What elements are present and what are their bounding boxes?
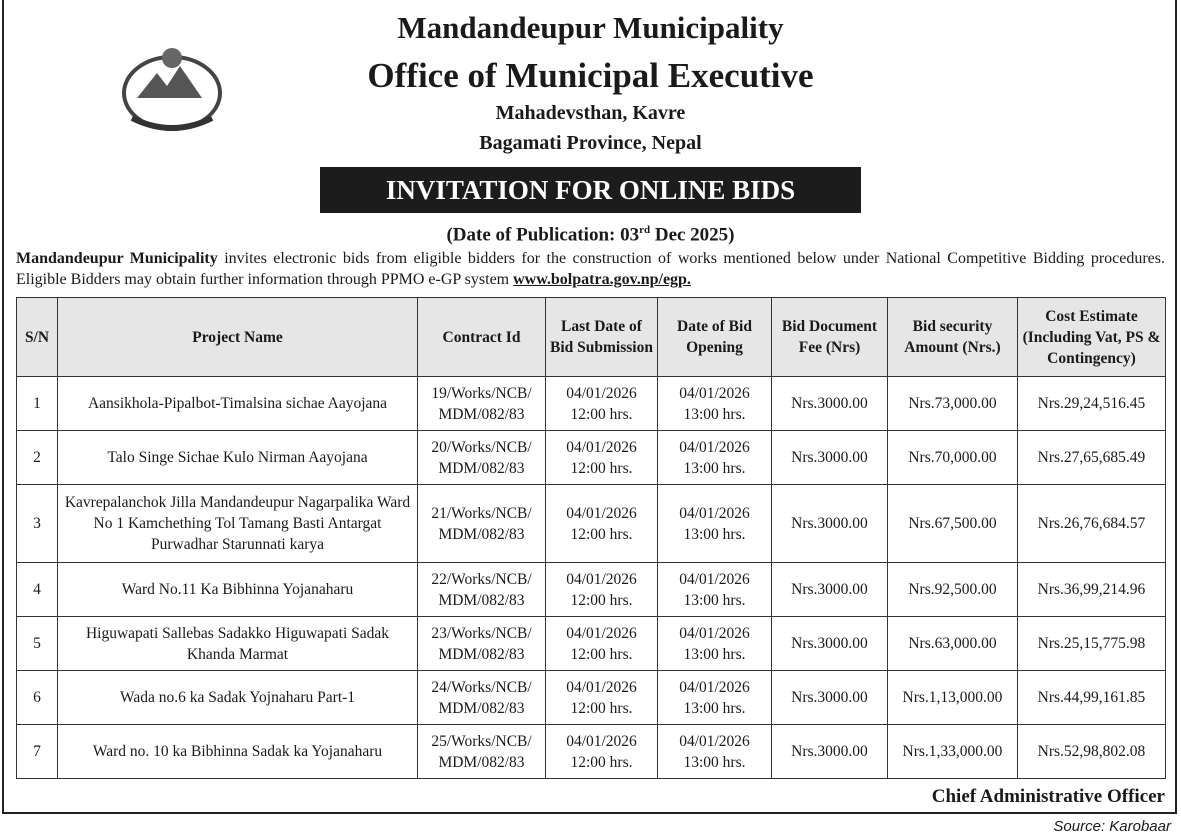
cell-security: Nrs.67,500.00: [888, 485, 1018, 563]
table-row: [17, 485, 1166, 563]
cell-name: Kavrepalanchok Jilla Mandandeupur Nagarpalika Ward No 1 Kamchething Tol Tamang Basti Antargat Purwadhar Starunnati karya: [58, 485, 418, 563]
cell-sn: 6: [17, 671, 58, 725]
column-header: Project Name: [58, 298, 418, 377]
table-row: [17, 617, 1166, 671]
column-header: Bid Document Fee (Nrs): [772, 298, 888, 377]
column-header: Date of Bid Opening: [658, 298, 772, 377]
cell-sn: 3: [17, 485, 58, 563]
cell-sn: 2: [17, 431, 58, 485]
cell-last: 04/01/2026 12:00 hrs.: [546, 377, 658, 431]
signatory: Chief Administrative Officer: [931, 786, 1165, 807]
cell-fee: Nrs.3000.00: [772, 431, 888, 485]
cell-contract: 24/Works/NCB/ MDM/082/83: [418, 671, 546, 725]
cell-security: Nrs.73,000.00: [888, 377, 1018, 431]
cell-estimate: Nrs.27,65,685.49: [1018, 431, 1166, 485]
cell-security: Nrs.92,500.00: [888, 563, 1018, 617]
cell-security: Nrs.63,000.00: [888, 617, 1018, 671]
cell-name: Ward no. 10 ka Bibhinna Sadak ka Yojanaharu: [58, 725, 418, 779]
cell-last: 04/01/2026 12:00 hrs.: [546, 485, 658, 563]
office-province: Bagamati Province, Nepal: [479, 132, 702, 154]
column-header: Bid security Amount (Nrs.): [888, 298, 1018, 377]
cell-contract: 21/Works/NCB/ MDM/082/83: [418, 485, 546, 563]
source-credit: Source: Karobaar: [1053, 818, 1171, 835]
cell-sn: 1: [17, 377, 58, 431]
table-row: [17, 671, 1166, 725]
cell-last: 04/01/2026 12:00 hrs.: [546, 671, 658, 725]
office-name: Office of Municipal Executive: [367, 56, 814, 95]
cell-contract: 19/Works/NCB/ MDM/082/83: [418, 377, 546, 431]
cell-security: Nrs.1,13,000.00: [888, 671, 1018, 725]
column-header: Contract Id: [418, 298, 546, 377]
cell-sn: 7: [17, 725, 58, 779]
cell-open: 04/01/2026 13:00 hrs.: [658, 725, 772, 779]
cell-contract: 22/Works/NCB/ MDM/082/83: [418, 563, 546, 617]
bids-table: [16, 297, 1166, 779]
table-row: [17, 377, 1166, 431]
publication-date: (Date of Publication: 03rd Dec 2025): [446, 224, 735, 246]
cell-open: 04/01/2026 13:00 hrs.: [658, 563, 772, 617]
column-header: Last Date of Bid Submission: [546, 298, 658, 377]
cell-last: 04/01/2026 12:00 hrs.: [546, 431, 658, 485]
table-row: [17, 563, 1166, 617]
cell-sn: 4: [17, 563, 58, 617]
cell-contract: 20/Works/NCB/ MDM/082/83: [418, 431, 546, 485]
cell-fee: Nrs.3000.00: [772, 671, 888, 725]
cell-last: 04/01/2026 12:00 hrs.: [546, 725, 658, 779]
cell-name: Wada no.6 ka Sadak Yojnaharu Part-1: [58, 671, 418, 725]
cell-estimate: Nrs.52,98,802.08: [1018, 725, 1166, 779]
cell-open: 04/01/2026 13:00 hrs.: [658, 485, 772, 563]
cell-estimate: Nrs.44,99,161.85: [1018, 671, 1166, 725]
table-row: [17, 431, 1166, 485]
cell-fee: Nrs.3000.00: [772, 617, 888, 671]
cell-estimate: Nrs.36,99,214.96: [1018, 563, 1166, 617]
cell-fee: Nrs.3000.00: [772, 377, 888, 431]
cell-open: 04/01/2026 13:00 hrs.: [658, 671, 772, 725]
table-row: [17, 725, 1166, 779]
egp-link[interactable]: www.bolpatra.gov.np/egp.: [513, 271, 691, 288]
cell-open: 04/01/2026 13:00 hrs.: [658, 377, 772, 431]
cell-sn: 5: [17, 617, 58, 671]
cell-name: Talo Singe Sichae Kulo Nirman Aayojana: [58, 431, 418, 485]
cell-contract: 23/Works/NCB/ MDM/082/83: [418, 617, 546, 671]
cell-estimate: Nrs.25,15,775.98: [1018, 617, 1166, 671]
cell-fee: Nrs.3000.00: [772, 563, 888, 617]
cell-name: Higuwapati Sallebas Sadakko Higuwapati Sadak Khanda Marmat: [58, 617, 418, 671]
cell-estimate: Nrs.29,24,516.45: [1018, 377, 1166, 431]
office-location: Mahadevsthan, Kavre: [495, 102, 686, 124]
cell-open: 04/01/2026 13:00 hrs.: [658, 431, 772, 485]
cell-last: 04/01/2026 12:00 hrs.: [546, 617, 658, 671]
cell-last: 04/01/2026 12:00 hrs.: [546, 563, 658, 617]
column-header: Cost Estimate (Including Vat, PS & Contingency): [1018, 298, 1166, 377]
cell-fee: Nrs.3000.00: [772, 725, 888, 779]
notice-title-banner: INVITATION FOR ONLINE BIDS: [320, 167, 861, 213]
cell-name: Ward No.11 Ka Bibhinna Yojanaharu: [58, 563, 418, 617]
cell-security: Nrs.1,33,000.00: [888, 725, 1018, 779]
cell-security: Nrs.70,000.00: [888, 431, 1018, 485]
municipality-name: Mandandeupur Municipality: [397, 10, 784, 45]
cell-name: Aansikhola-Pipalbot-Timalsina sichae Aayojana: [58, 377, 418, 431]
cell-open: 04/01/2026 13:00 hrs.: [658, 617, 772, 671]
cell-contract: 25/Works/NCB/ MDM/082/83: [418, 725, 546, 779]
intro-paragraph: Mandandeupur Municipality invites electronic bids from eligible bidders for the construction of works mentioned below under National Competitive Bidding procedures. Eligible Bidders may obtain further information through PPMO e-GP system www.bolpatra.gov.np/egp.: [16, 250, 1166, 288]
cell-estimate: Nrs.26,76,684.57: [1018, 485, 1166, 563]
column-header: S/N: [17, 298, 58, 377]
cell-fee: Nrs.3000.00: [772, 485, 888, 563]
